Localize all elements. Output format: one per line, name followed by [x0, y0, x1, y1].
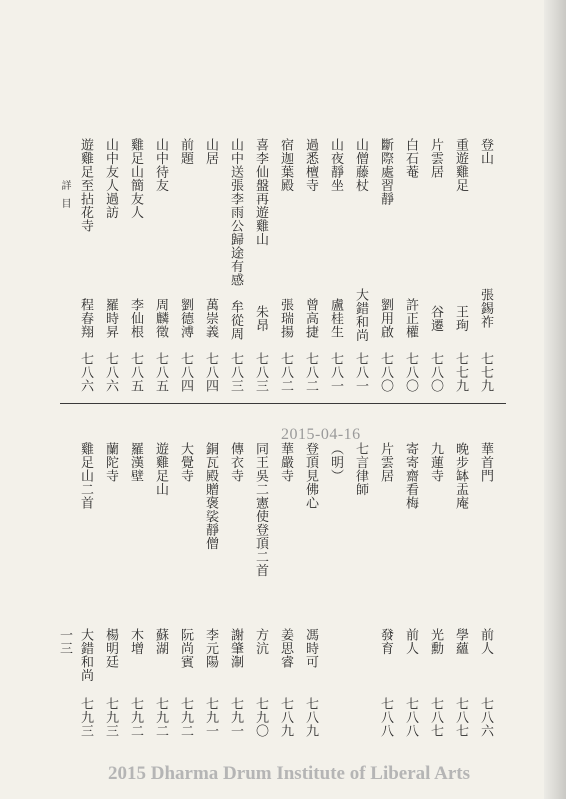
entry-page: 七八六 [78, 352, 93, 393]
entry-title: 山居 [203, 138, 218, 165]
entry-page: 七九二 [153, 697, 168, 738]
entry-author: 張錫祚 [478, 288, 493, 329]
entry-page: 七八三 [253, 352, 268, 393]
entry-author: 謝肇淛 [228, 628, 243, 669]
entry-title: 寄寄齋看梅 [403, 442, 418, 510]
entry-page: 七九三 [103, 697, 118, 738]
entry-author: 曾高捷 [303, 298, 318, 339]
entry-title: 重遊雞足 [453, 138, 468, 192]
entry-title: 遊雞足至拈花寺 [78, 138, 93, 233]
entry-author: 劉德溥 [178, 298, 193, 339]
entry-author: 谷遷 [428, 305, 443, 332]
entry-page: 七八三 [228, 352, 243, 393]
entry-title: 前題 [178, 138, 193, 165]
entry-page: 七八〇 [378, 352, 393, 393]
entry-author: 楊明廷 [103, 628, 118, 669]
entry-page: 七八六 [478, 697, 493, 738]
entry-title: 山中送張李雨公歸途有感 [228, 138, 243, 287]
entry-author: 朱昂 [253, 305, 268, 332]
book-spine-shadow [544, 0, 566, 799]
entry-author: 李仙根 [128, 298, 143, 339]
entry-page: 七八二 [278, 352, 293, 393]
entry-title: 華首門 [478, 442, 493, 483]
entry-author: 李元陽 [203, 628, 218, 669]
entry-page: 七八一 [353, 352, 368, 393]
entry-author: 劉用啟 [378, 298, 393, 339]
entry-page: 七八八 [403, 697, 418, 738]
entry-page: 七九三 [78, 697, 93, 738]
section-heading: 七言律師 [353, 442, 368, 496]
entry-page: 七八四 [178, 352, 193, 393]
entry-page: 七七九 [478, 352, 493, 393]
entry-title: 過悉檀寺 [303, 138, 318, 192]
entry-page: 七八五 [153, 352, 168, 393]
entry-author: 姜思睿 [278, 628, 293, 669]
entry-title: 喜李仙盤再遊雞山 [253, 138, 268, 246]
entry-author: 發育 [378, 628, 393, 655]
entry-page: 七八九 [278, 697, 293, 738]
entry-title: 同王吳二憲使登頂二首 [253, 442, 268, 577]
date-stamp: 2015-04-16 [281, 426, 361, 443]
entry-title: 華嚴寺 [278, 442, 293, 483]
entry-page: 七八五 [128, 352, 143, 393]
entry-title: 雞足山二首 [78, 442, 93, 510]
entry-author: 牟從周 [228, 300, 243, 341]
entry-title: 山中友人過訪 [103, 138, 118, 219]
entry-author: 張瑞揚 [278, 298, 293, 339]
entry-title: 傳衣寺 [228, 442, 243, 483]
entry-author: 盧桂生 [328, 298, 343, 339]
institute-watermark: 2015 Dharma Drum Institute of Liberal Arts [108, 763, 471, 784]
entry-page: 七八四 [203, 352, 218, 393]
entry-title: 大覺寺 [178, 442, 193, 483]
entry-page: 七九一 [228, 697, 243, 738]
entry-author: 大錯和尚 [78, 628, 93, 682]
entry-author: 木增 [128, 628, 143, 655]
entry-author: 許正權 [403, 298, 418, 339]
entry-title: 九蓮寺 [428, 442, 443, 483]
entry-title: 片雲居 [378, 442, 393, 483]
entry-author: 蘇湖 [153, 628, 168, 655]
entry-title: 白石菴 [403, 138, 418, 179]
entry-title: 山夜靜坐 [328, 138, 343, 192]
entry-title: 宿迦葉殿 [278, 138, 293, 192]
entry-page: 七八七 [453, 697, 468, 738]
entry-page: 七九二 [178, 697, 193, 738]
entry-title: 羅漢壁 [128, 442, 143, 483]
entry-author: 大錯和尚 [353, 288, 368, 342]
entry-page: 七九二 [128, 697, 143, 738]
entry-author: 學蘊 [453, 628, 468, 655]
entry-author: 光勳 [428, 628, 443, 655]
entry-author: 萬崇義 [203, 298, 218, 339]
entry-title: 斷際處習靜 [378, 138, 393, 206]
entry-title: 雞足山簡友人 [128, 138, 143, 219]
entry-page: 七八九 [303, 697, 318, 738]
entry-page: 七八〇 [428, 352, 443, 393]
entry-author: 周麟徵 [153, 298, 168, 339]
entry-page: 七八七 [428, 697, 443, 738]
entry-author: 羅時昇 [103, 298, 118, 339]
entry-page: 七八八 [378, 697, 393, 738]
entry-title: 遊雞足山 [153, 442, 168, 496]
entry-page: 七八一 [328, 352, 343, 393]
entry-page: 七八〇 [403, 352, 418, 393]
entry-author: 方沆 [253, 628, 268, 655]
entry-page: 七九〇 [253, 697, 268, 738]
entry-title: 登頂見佛心 [303, 442, 318, 510]
entry-author: 馮時可 [303, 628, 318, 669]
entry-page: 七九一 [203, 697, 218, 738]
running-head: 詳目 [59, 180, 70, 216]
entry-title: 銅瓦殿贈褒裟靜僧 [203, 442, 218, 550]
entry-title: 山中待友 [153, 138, 168, 192]
entry-title: 片雲居 [428, 138, 443, 179]
entry-title: 山僧藤杖 [353, 138, 368, 192]
entry-page: 七八二 [303, 352, 318, 393]
entry-author: 前人 [478, 628, 493, 655]
section-divider [60, 403, 506, 404]
entry-title: 晚步缽盂庵 [453, 442, 468, 510]
dynasty-label: （明） [328, 442, 343, 483]
page-number: 一三 [57, 628, 72, 655]
entry-author: 前人 [403, 628, 418, 655]
entry-title: 蘭陀寺 [103, 442, 118, 483]
entry-page: 七七九 [453, 352, 468, 393]
entry-title: 登山 [478, 138, 493, 165]
entry-author: 王珣 [453, 305, 468, 332]
entry-author: 阮尚賓 [178, 628, 193, 669]
entry-author: 程春翔 [78, 298, 93, 339]
entry-page: 七八六 [103, 352, 118, 393]
